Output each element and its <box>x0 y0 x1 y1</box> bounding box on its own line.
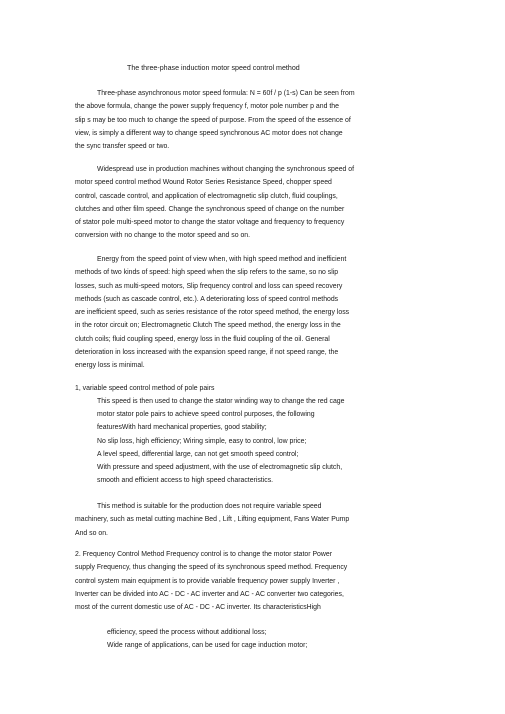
list-item: This speed is then used to change the stator winding way to change the red cage <box>97 398 345 405</box>
paragraph-line: motor speed control method Wound Rotor Series Resistance Speed, chopper speed <box>75 179 332 187</box>
paragraph-line: control, cascade control, and application of electromagnetic slip clutch, fluid couplings, <box>75 192 338 200</box>
paragraph-line: losses, such as multi-speed motors, Slip frequency control and loss can speed recovery <box>75 282 343 290</box>
list-item: efficiency, speed the process without additional loss; <box>107 629 267 636</box>
paragraph-line: Widespread use in production machines without changing the synchronous speed of <box>97 166 355 173</box>
list-item: smooth and efficient access to high speed characteristics. <box>97 477 274 485</box>
paragraph-line: And so on. <box>75 529 108 537</box>
paragraph-line: Energy from the speed point of view when, with high speed method and inefficient <box>97 256 347 263</box>
list-frequency-features <box>107 626 397 652</box>
list-item: A level speed, differential large, can not get smooth speed control; <box>97 450 299 458</box>
paragraph-line: Inverter can be divided into AC - DC - AC inverter and AC - AC converter two categories, <box>75 590 344 598</box>
paragraph-line: conversion with no change to the motor speed and so on. <box>75 232 251 240</box>
paragraph-frequency-control <box>75 548 395 614</box>
paragraph-speed-formula <box>75 87 395 153</box>
paragraph-line: control system main equipment is to provide variable frequency power supply Inverter , <box>75 577 340 585</box>
paragraph-line: clutch coils; fluid coupling speed, energy loss in the fluid coupling of the oil. General <box>75 335 330 343</box>
paragraph-line: supply Frequency, thus changing the speed of its synchronous speed method. Frequency <box>75 564 348 572</box>
paragraph-line: methods (such as cascade control, etc.). A deteriorating loss of speed control methods <box>75 295 339 303</box>
paragraph-line: the above formula, change the power supply frequency f, motor pole number p and the <box>75 103 339 111</box>
paragraph-line: the sync transfer speed or two. <box>75 143 170 150</box>
paragraph-energy-efficiency <box>75 253 395 372</box>
list-item: motor stator pole pairs to achieve speed control purposes, the following <box>97 411 315 419</box>
paragraph-line: slip s may be too much to change the speed of purpose. From the speed of the essence of <box>75 116 351 124</box>
list-item: featuresWith hard mechanical properties, good stability; <box>97 424 267 432</box>
paragraph-line: This method is suitable for the production does not require variable speed <box>97 503 322 510</box>
paragraph-line: deterioration in loss increased with the expansion speed range, if not speed range, the <box>75 348 339 356</box>
paragraph-line: 2. Frequency Control Method Frequency control is to change the motor stator Power <box>75 551 332 558</box>
paragraph-line: energy loss is minimal. <box>75 362 145 369</box>
paragraph-line: Three-phase asynchronous motor speed formula: N = 60f / p (1-s) Can be seen from <box>97 90 355 97</box>
paragraph-line: in the rotor circuit on; Electromagnetic Clutch The speed method, the energy loss in the <box>75 322 341 330</box>
paragraph-line: most of the current domestic use of AC - DC - AC inverter. Its characteristicsHigh <box>75 604 321 611</box>
paragraph-line: view, is simply a different way to change speed synchronous AC motor does not change <box>75 129 343 137</box>
document-title: The three-phase induction motor speed control method <box>127 64 300 72</box>
paragraph-line: clutches and other film speed. Change the synchronous speed of change on the number <box>75 205 345 213</box>
section-heading-pole-pairs <box>75 382 395 395</box>
paragraph-production-machines <box>75 163 395 243</box>
section-heading: 1, variable speed control method of pole pairs <box>75 385 215 392</box>
paragraph-line: are inefficient speed, such as series resistance of the rotor speed method, the energy loss <box>75 309 350 316</box>
paragraph-suitable-usage <box>75 500 395 540</box>
list-pole-pairs-features <box>97 395 397 487</box>
paragraph-line: machinery, such as metal cutting machine Bed , Lift , Lifting equipment, Fans Water Pump <box>75 516 350 524</box>
list-item: With pressure and speed adjustment, with the use of electromagnetic slip clutch, <box>97 464 343 472</box>
list-item: No slip loss, high efficiency; Wiring simple, easy to control, low price; <box>97 437 307 445</box>
paragraph-line: methods of two kinds of speed: high speed when the slip refers to the same, so no slip <box>75 269 339 277</box>
list-item: Wide range of applications, can be used for cage induction motor; <box>107 642 308 650</box>
paragraph-line: of stator pole multi-speed motor to change the stator voltage and frequency to frequency <box>75 219 345 226</box>
